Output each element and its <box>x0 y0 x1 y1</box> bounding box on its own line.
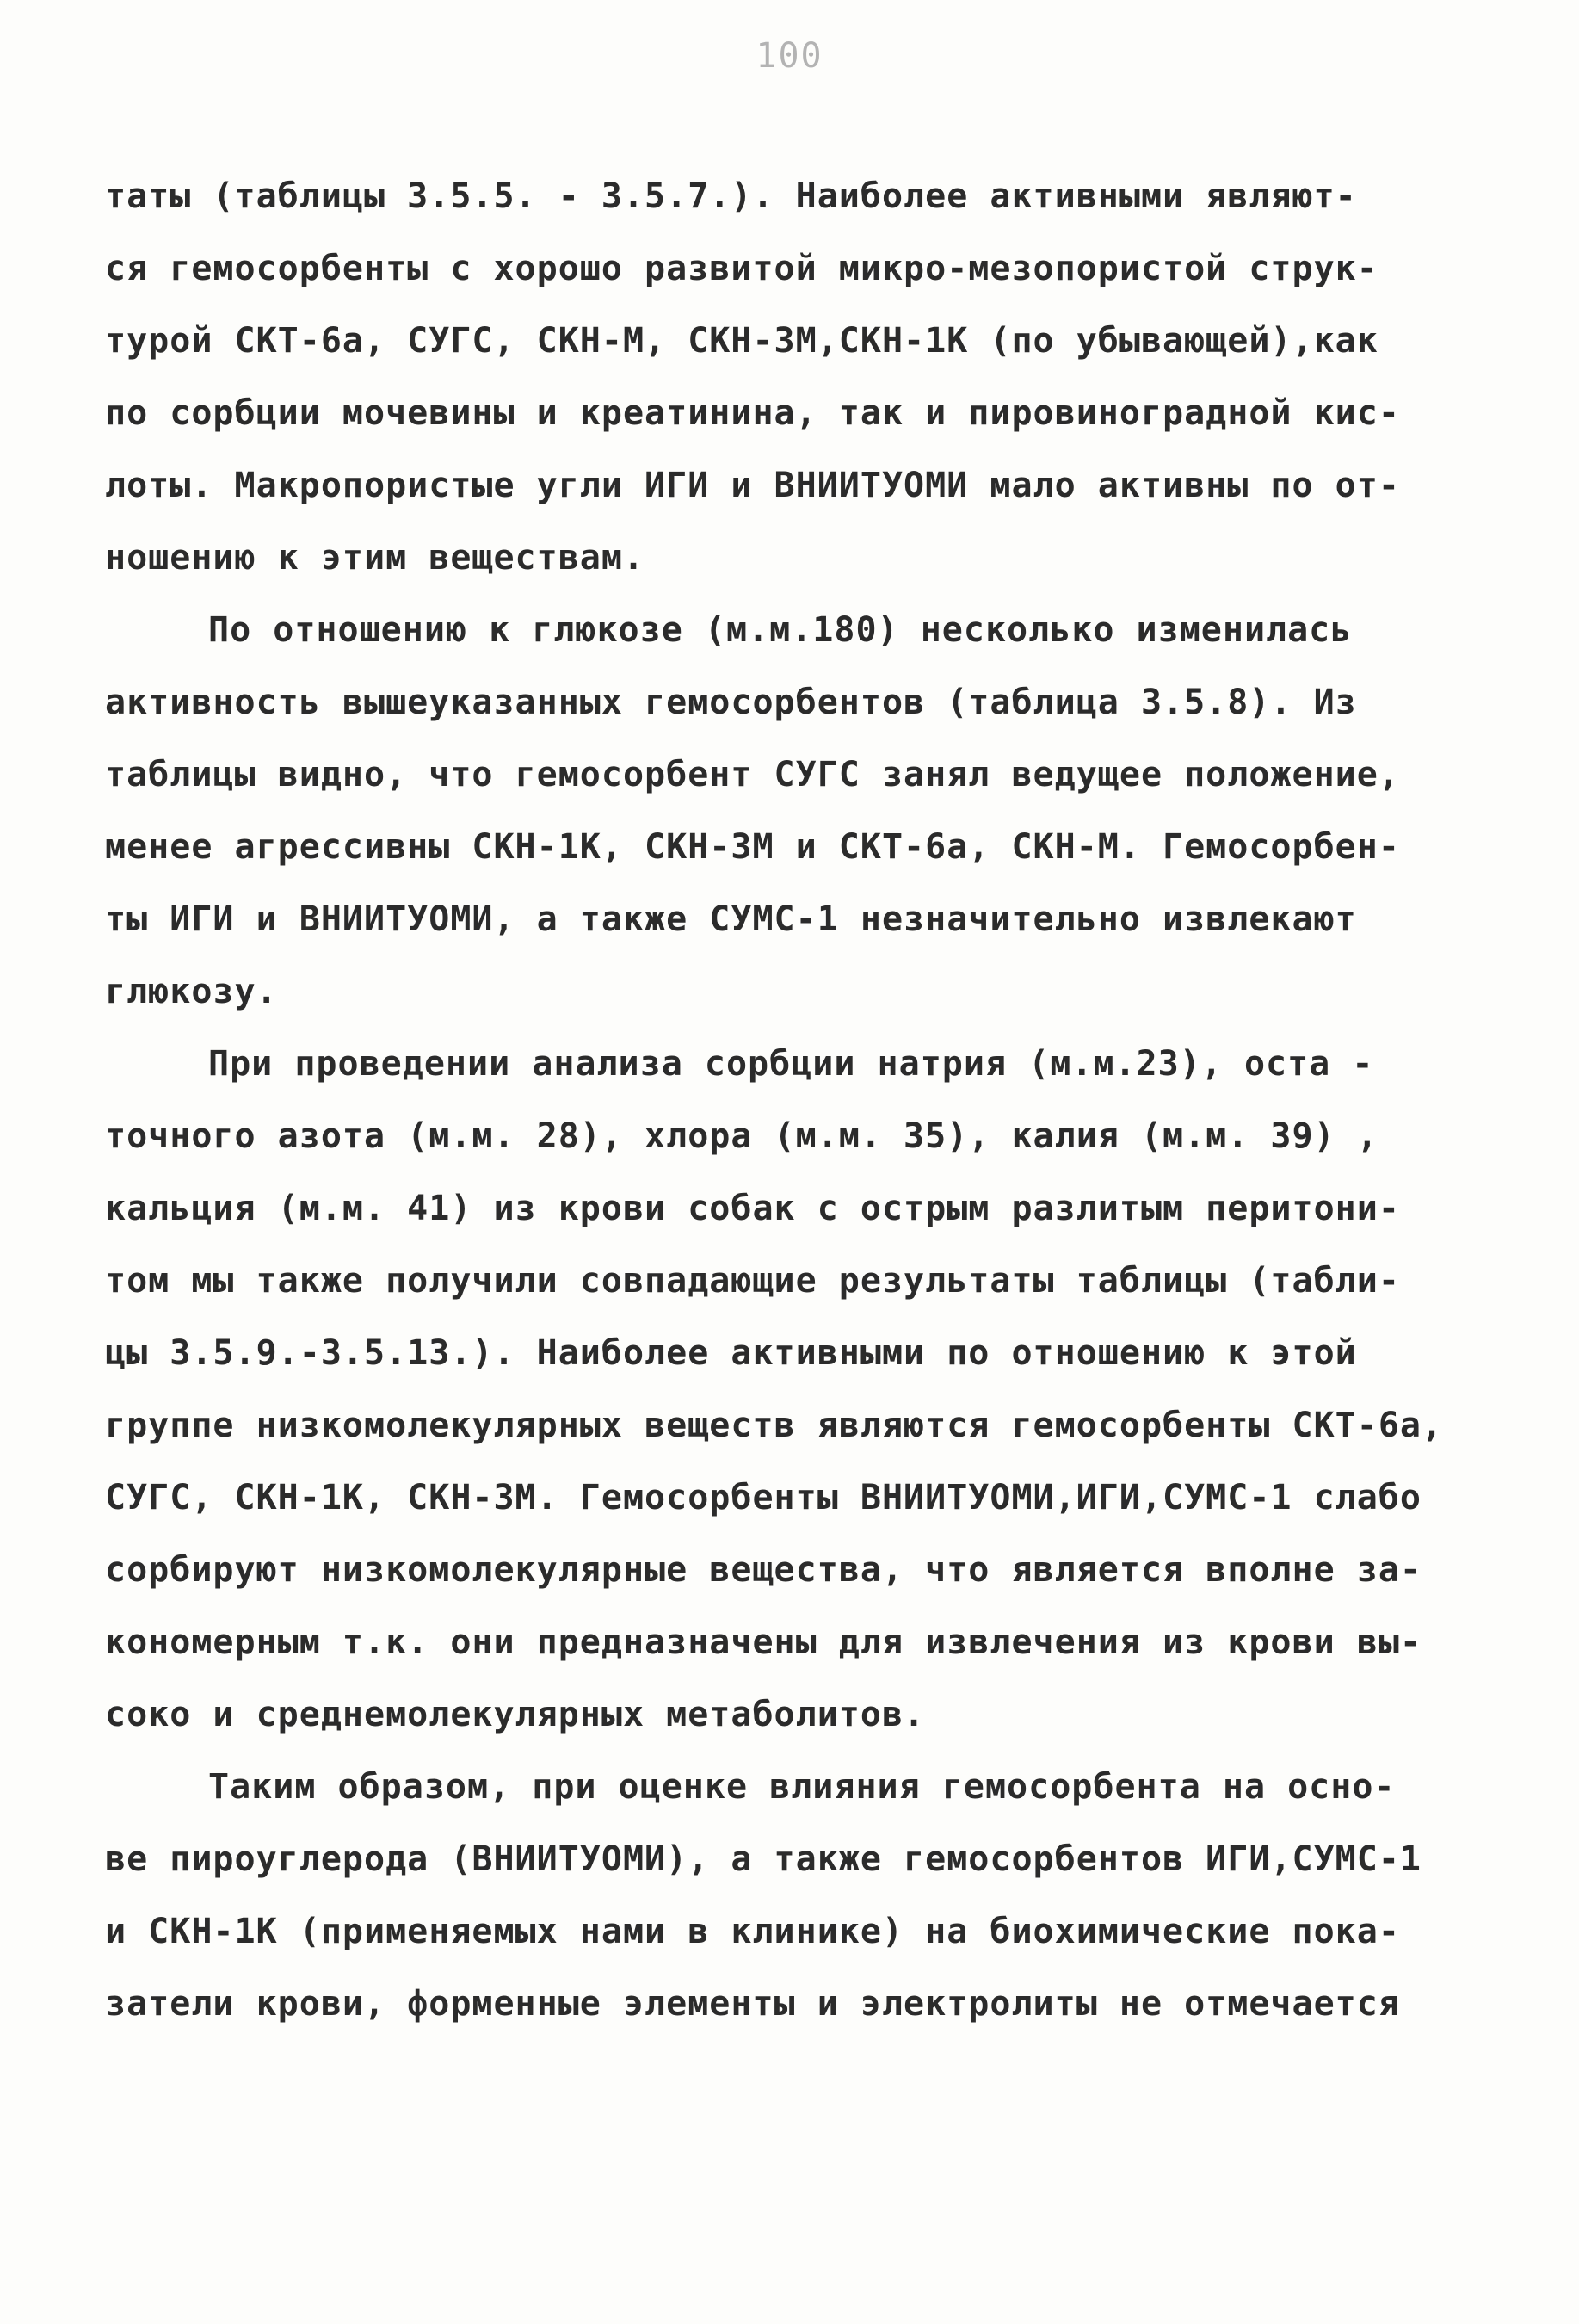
body-text <box>105 160 1482 2040</box>
text-line: ношению к этим веществам. <box>105 538 645 578</box>
text-line: точного азота (м.м. 28), хлора (м.м. 35), калия (м.м. 39) , <box>105 1116 1379 1156</box>
text-line: менее агрессивны СКН-1К, СКН-3М и СКТ-6а, СКН-М. Гемосорбен- <box>105 827 1400 867</box>
text-line: Таким образом, при оценке влияния гемосорбента на осно- <box>208 1767 1396 1807</box>
text-line: группе низкомолекулярных веществ являются гемосорбенты СКТ-6а, <box>105 1406 1444 1445</box>
text-line: цы 3.5.9.-3.5.13.). Наиболее активными по отношению к этой <box>105 1333 1357 1373</box>
text-line: активность вышеуказанных гемосорбентов (таблица 3.5.8). Из <box>105 683 1357 722</box>
text-line: турой СКТ-6а, СУГС, СКН-М, СКН-3М,СКН-1К (по убывающей),как <box>105 321 1379 361</box>
text-line: и СКН-1К (применяемых нами в клинике) на биохимические пока- <box>105 1912 1400 1951</box>
text-line: глюкозу. <box>105 972 278 1011</box>
text-line: СУГС, СКН-1К, СКН-3М. Гемосорбенты ВНИИТУОМИ,ИГИ,СУМС-1 слабо <box>105 1478 1422 1517</box>
text-line: ты ИГИ и ВНИИТУОМИ, а также СУМС-1 незначительно извлекают <box>105 899 1357 939</box>
text-line: ся гемосорбенты с хорошо развитой микро-мезопористой струк- <box>105 249 1379 288</box>
text-line: кономерным т.к. они предназначены для извлечения из крови вы- <box>105 1622 1422 1662</box>
text-line: кальция (м.м. 41) из крови собак с острым разлитым перитони- <box>105 1189 1400 1228</box>
text-line: ве пироуглерода (ВНИИТУОМИ), а также гемосорбентов ИГИ,СУМС-1 <box>105 1839 1422 1879</box>
text-line: по сорбции мочевины и креатинина, так и пировиноградной кис- <box>105 393 1400 433</box>
text-line: сорбируют низкомолекулярные вещества, что является вполне за- <box>105 1550 1422 1590</box>
text-line: таты (таблицы 3.5.5. - 3.5.7.). Наиболее активными являют- <box>105 176 1357 216</box>
text-line: том мы также получили совпадающие результаты таблицы (табли- <box>105 1261 1400 1301</box>
text-line: соко и среднемолекулярных метаболитов. <box>105 1695 926 1734</box>
text-line: затели крови, форменные элементы и электролиты не отмечается <box>105 1984 1400 2024</box>
page-number: 100 <box>756 36 823 76</box>
text-line: По отношению к глюкозе (м.м.180) несколько изменилась <box>208 610 1353 650</box>
text-line: таблицы видно, что гемосорбент СУГС занял ведущее положение, <box>105 755 1400 794</box>
text-line: При проведении анализа сорбции натрия (м.м.23), оста - <box>208 1044 1374 1084</box>
text-line: лоты. Макропористые угли ИГИ и ВНИИТУОМИ мало активны по от- <box>105 466 1400 505</box>
